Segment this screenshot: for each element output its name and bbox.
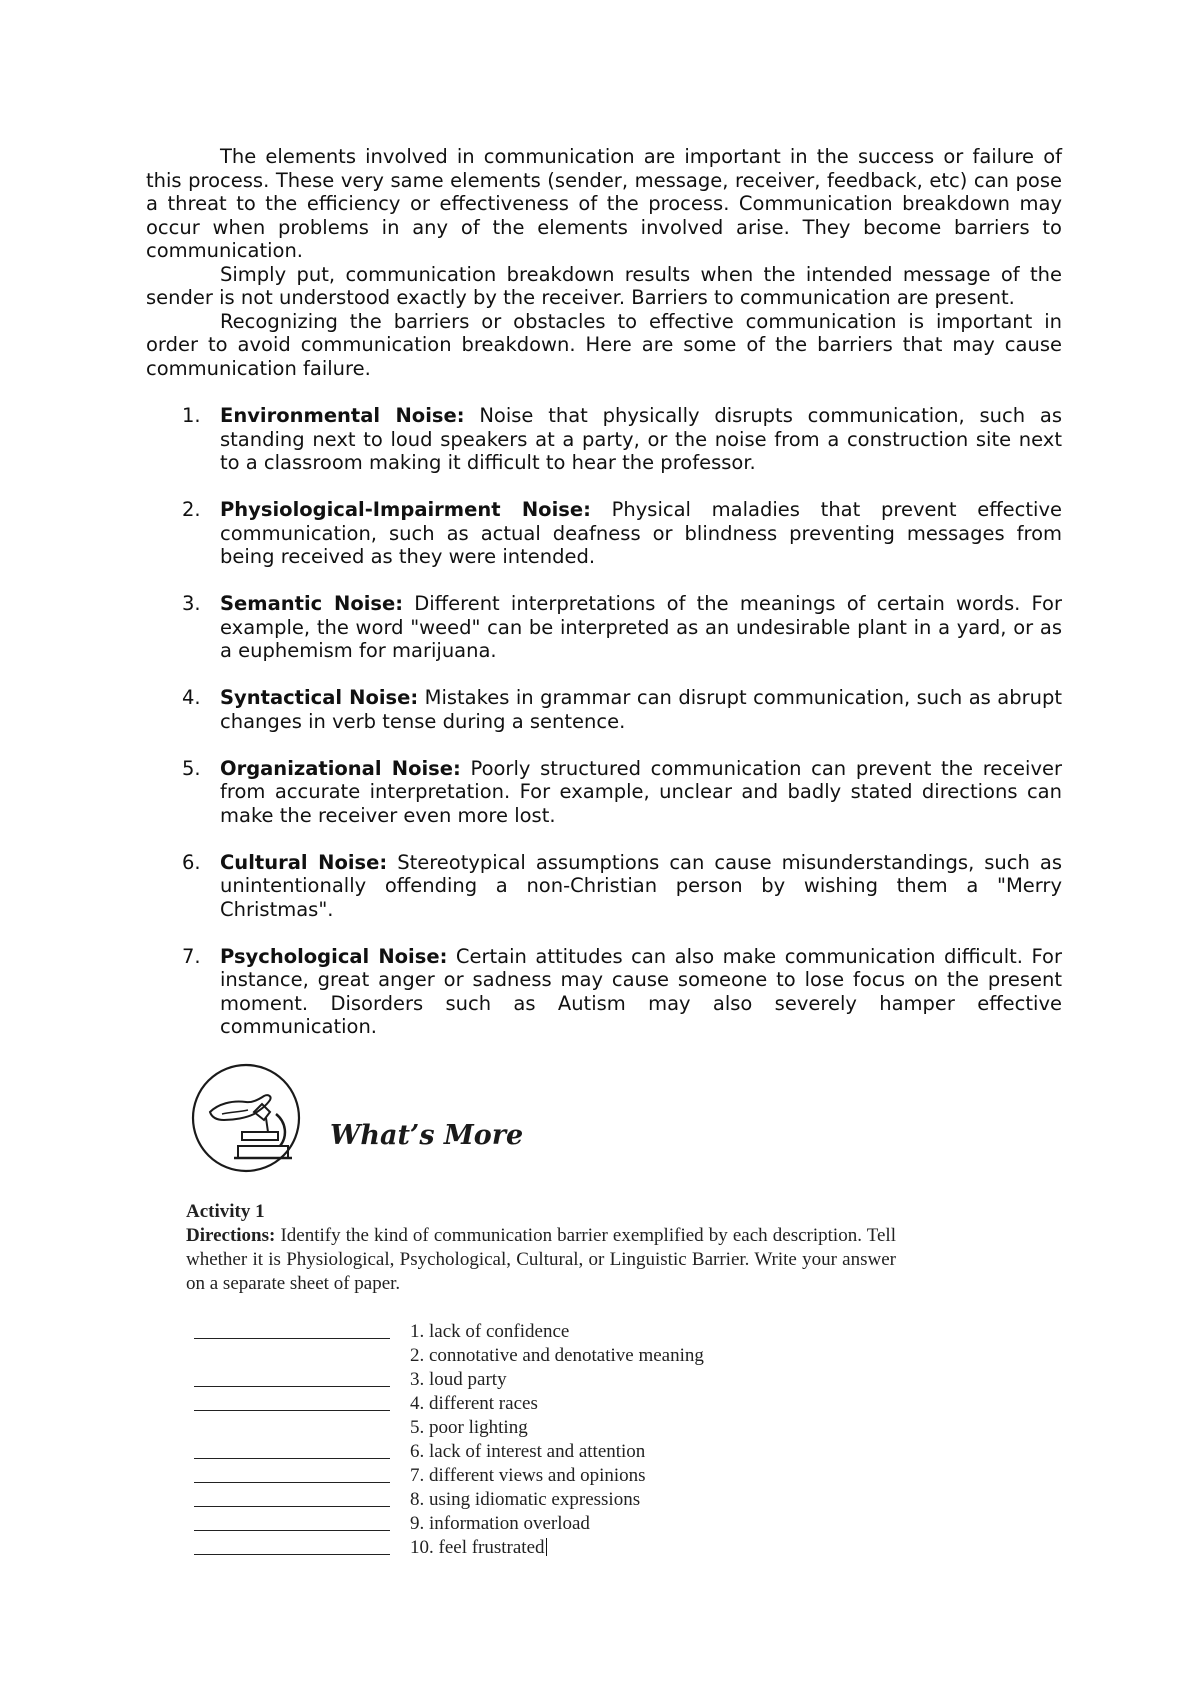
noise-list — [146, 404, 1062, 1039]
noise-description: Poorly structured communication can prevent the receiver from accurate interpretation. For example, unclear and badly stated directions can make the receiver even more lost. — [220, 756, 1062, 827]
directions-text: Identify the kind of communication barrier exemplified by each description. Tell whether it is Physiological, Psychological, Cultural, or Linguistic Barrier. Write your answer on a separate sheet of paper. — [186, 1225, 896, 1294]
intro-paragraph-1: The elements involved in communication are important in the success or failure of this process. These very same elements (sender, message, receiver, feedback, etc) can pose a threat to the efficiency or effectiveness of the process. Communication breakdown may occur when problems in any of the elements involved arise. They become barriers to communication. — [146, 145, 1062, 262]
answer-blank[interactable] — [194, 1554, 390, 1555]
answer-item-last — [410, 1536, 547, 1560]
noise-description: Different interpretations of the meanings of certain words. For example, the word "weed" can be interpreted as an undesirable plant in a yard, or as a euphemism for marijuana. — [220, 592, 1062, 662]
list-item — [146, 592, 1062, 663]
whats-more-section — [190, 1060, 890, 1180]
list-item — [186, 1464, 896, 1488]
list-item — [186, 1512, 896, 1536]
list-item — [186, 1368, 896, 1392]
noise-term: Organizational Noise: — [220, 756, 461, 780]
list-number: 4. — [182, 686, 201, 709]
answer-blank[interactable] — [194, 1410, 390, 1411]
list-item — [146, 404, 1062, 475]
list-item — [186, 1320, 896, 1344]
document-body — [146, 145, 1062, 1062]
list-item — [186, 1344, 896, 1368]
directions-label: Directions: — [186, 1225, 276, 1246]
noise-description: Noise that physically disrupts communication, such as standing next to loud speakers at a party, or the noise from a construction site next to a classroom making it difficult to hear the professor. — [220, 404, 1062, 474]
intro-paragraph-3: Recognizing the barriers or obstacles to effective communication is important in order to avoid communication breakdown. Here are some of the barriers that may cause communication failure. — [146, 309, 1062, 380]
list-item — [186, 1536, 896, 1560]
text-cursor — [546, 1538, 547, 1556]
noise-description: Stereotypical assumptions can cause misunderstandings, such as unintentionally offending a non-Christian person by wishing them a "Merry Christmas". — [220, 850, 1062, 921]
answer-item-label: 1. lack of confidence — [410, 1321, 570, 1342]
answer-item-label: 4. different races — [410, 1393, 538, 1414]
list-number: 3. — [182, 592, 201, 615]
answer-blank[interactable] — [194, 1338, 390, 1339]
list-item — [186, 1392, 896, 1416]
answer-blank[interactable] — [194, 1386, 390, 1387]
activity-title: Activity 1 — [186, 1201, 265, 1222]
noise-description: Mistakes in grammar can disrupt communication, such as abrupt changes in verb tense during a sentence. — [220, 686, 1062, 733]
list-number: 1. — [182, 404, 201, 427]
answer-list — [186, 1320, 896, 1560]
intro-paragraph-2: Simply put, communication breakdown results when the intended message of the sender is not understood exactly by the receiver. Barriers to communication are present. — [146, 262, 1062, 309]
microscope-icon — [190, 1060, 310, 1175]
list-number: 7. — [182, 944, 201, 968]
list-item — [146, 686, 1062, 733]
answer-item-label: 2. connotative and denotative meaning — [410, 1345, 704, 1366]
noise-term: Physiological-Impairment Noise: — [220, 498, 591, 521]
noise-term: Syntactical Noise: — [220, 686, 419, 709]
answer-item-label: 7. different views and opinions — [410, 1465, 646, 1486]
list-item — [146, 945, 1062, 1039]
noise-term: Cultural Noise: — [220, 850, 388, 874]
list-number: 2. — [182, 498, 201, 521]
directions — [186, 1224, 896, 1296]
list-number: 6. — [182, 850, 201, 874]
list-item — [146, 851, 1062, 922]
noise-description: Certain attitudes can also make communication difficult. For instance, great anger or sadness may cause someone to lose focus on the present moment. Disorders such as Autism may also severely hamper effective communication. — [220, 944, 1062, 1038]
answer-blank[interactable] — [194, 1506, 390, 1507]
activity-section — [186, 1200, 896, 1579]
answer-item-label: 6. lack of interest and attention — [410, 1441, 646, 1462]
answer-item-label: 10. feel frustrated — [410, 1537, 545, 1558]
answer-item-label: 9. information overload — [410, 1513, 590, 1534]
list-item — [186, 1488, 896, 1512]
answer-blank[interactable] — [194, 1530, 390, 1531]
section-title: What’s More — [330, 1120, 524, 1151]
answer-item-label: 3. loud party — [410, 1369, 507, 1390]
list-number: 5. — [182, 756, 201, 780]
answer-blank[interactable] — [194, 1482, 390, 1483]
noise-description: Physical maladies that prevent effective communication, such as actual deafness or blindness preventing messages from being received as they were intended. — [220, 498, 1062, 568]
answer-item-label: 5. poor lighting — [410, 1417, 528, 1438]
noise-term: Environmental Noise: — [220, 404, 465, 427]
list-item — [146, 498, 1062, 569]
list-item — [186, 1416, 896, 1440]
noise-term: Psychological Noise: — [220, 944, 448, 968]
answer-item-label: 8. using idiomatic expressions — [410, 1489, 641, 1510]
list-item — [146, 757, 1062, 828]
noise-term: Semantic Noise: — [220, 592, 404, 615]
answer-blank[interactable] — [194, 1458, 390, 1459]
list-item — [186, 1440, 896, 1464]
